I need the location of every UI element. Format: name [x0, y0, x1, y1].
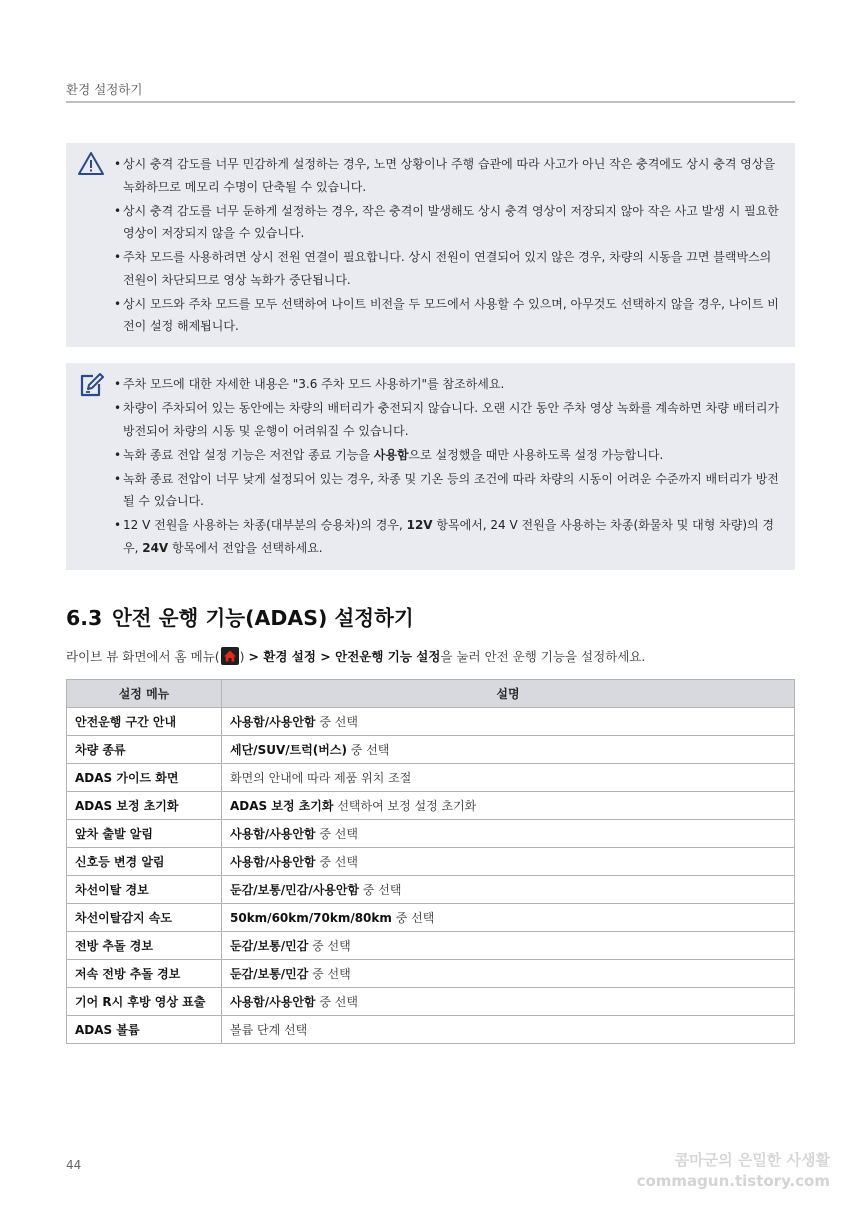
adas-settings-table	[66, 679, 795, 1044]
table-row	[67, 764, 795, 792]
bullet-text: 녹화 종료 전압 설정 기능은 저전압 종료 기능을	[123, 447, 374, 462]
note-list	[114, 373, 781, 559]
intro-menu-path: > 환경 설정 > 안전운행 기능 설정	[248, 649, 441, 664]
bullet-text: 차량이 주차되어 있는 동안에는 차량의 배터리가 충전되지 않습니다. 오랜 시간 동안 주차 영상 녹화를 계속하면 차량 배터리가 방전되어 차량의 시동 및 운행이 어려워질 수 있습니다.	[123, 401, 780, 438]
description-text: 중 선택	[391, 911, 435, 925]
description-text: 중 선택	[359, 883, 402, 897]
bullet-text: 항목에서 전압을 선택하세요.	[168, 540, 323, 555]
option-values: 사용함/사용안함	[230, 855, 316, 869]
bullet-text: 주차 모드에 대한 자세한 내용은 "3.6 주차 모드 사용하기"를 참조하세요.	[123, 377, 505, 391]
note-bullet	[114, 514, 781, 559]
watermark	[637, 1150, 830, 1192]
setting-menu-cell: 차선이탈감지 속도	[67, 904, 222, 932]
note-bullet	[114, 444, 781, 467]
option-values: 둔감/보통/민감	[230, 967, 309, 981]
option-values: 사용함/사용안함	[230, 827, 316, 841]
setting-menu-cell: 앞차 출발 알림	[67, 820, 222, 848]
setting-description-cell	[222, 1016, 795, 1044]
option-values: 세단/SUV/트럭(버스)	[230, 743, 347, 757]
bullet-text: 상시 충격 감도를 너무 민감하게 설정하는 경우, 노면 상황이나 주행 습관에 따라 사고가 아닌 작은 충격에도 상시 충격 영상을 녹화하므로 메모리 수명이 단축될 수 있습니다.	[123, 157, 776, 194]
description-text: 중 선택	[315, 855, 358, 869]
bullet-text: 상시 충격 감도를 너무 둔하게 설정하는 경우, 작은 충격이 발생해도 상시 충격 영상이 저장되지 않아 작은 사고 발생 시 필요한 영상이 저장되지 않을 수 있습니다.	[123, 203, 779, 240]
note-pencil-icon	[77, 371, 105, 403]
setting-menu-cell: 차량 종류	[67, 736, 222, 764]
warning-triangle-icon	[77, 151, 105, 181]
warning-list	[114, 153, 781, 338]
note-box	[66, 363, 795, 570]
section-title: 안전 운행 기능(ADAS) 설정하기	[112, 606, 414, 630]
setting-description-cell	[222, 792, 795, 820]
table-row	[67, 792, 795, 820]
bullet-emphasis: 사용함	[373, 447, 409, 462]
table-row	[67, 736, 795, 764]
description-text: 중 선택	[315, 827, 358, 841]
setting-menu-cell: 안전운행 구간 안내	[67, 708, 222, 736]
setting-description-cell	[222, 708, 795, 736]
setting-menu-cell: 신호등 변경 알림	[67, 848, 222, 876]
bullet-text: 녹화 종료 전압이 너무 낮게 설정되어 있는 경우, 차종 및 기온 등의 조건에 따라 차량의 시동이 어려운 수준까지 배터리가 방전될 수 있습니다.	[123, 471, 779, 508]
warning-bullet	[114, 153, 781, 198]
table-row	[67, 932, 795, 960]
setting-description-cell	[222, 960, 795, 988]
table-row	[67, 708, 795, 736]
table-row	[67, 1016, 795, 1044]
header-divider	[66, 101, 795, 103]
table-row	[67, 848, 795, 876]
setting-description-cell	[222, 904, 795, 932]
description-text: 중 선택	[308, 939, 351, 953]
option-values: 둔감/보통/민감	[230, 939, 309, 953]
watermark-line-1: 콤마군의 은밀한 사생활	[674, 1151, 830, 1169]
bullet-emphasis: 12V	[406, 518, 433, 532]
table-row	[67, 988, 795, 1016]
bullet-text: 주차 모드를 사용하려면 상시 전원 연결이 필요합니다. 상시 전원이 연결되어 있지 않은 경우, 차량의 시동을 끄면 블랙박스의 전원이 차단되므로 영상 녹화가 중단됩니다.	[123, 250, 772, 287]
description-text: 화면의 안내에 따라 제품 위치 조절	[230, 771, 412, 785]
description-text: 중 선택	[308, 967, 351, 981]
table-body	[67, 708, 795, 1044]
option-values: 둔감/보통/민감/사용안함	[230, 883, 360, 897]
note-bullet	[114, 373, 781, 396]
setting-description-cell	[222, 820, 795, 848]
watermark-line-2: commagun.tistory.com	[636, 1172, 830, 1190]
bullet-text: 상시 모드와 주차 모드를 모두 선택하여 나이트 비전을 두 모드에서 사용할 수 있으며, 아무것도 선택하지 않을 경우, 나이트 비전이 설정 해제됩니다.	[123, 296, 779, 333]
bullet-text: 항목에서, 24 V 전원을 사용하는 차종(화물차 및 대형 차량)의 경우,	[123, 518, 775, 555]
option-values: 사용함/사용안함	[230, 995, 316, 1009]
table-header-row	[67, 680, 795, 708]
setting-menu-cell: 기어 R시 후방 영상 표출	[67, 988, 222, 1016]
description-text: 볼륨 단계 선택	[230, 1023, 308, 1037]
setting-menu-cell: ADAS 볼륨	[67, 1016, 222, 1044]
note-bullet	[114, 468, 781, 513]
description-text: 중 선택	[315, 995, 358, 1009]
note-bullet	[114, 397, 781, 442]
setting-menu-cell: 전방 추돌 경보	[67, 932, 222, 960]
setting-description-cell	[222, 848, 795, 876]
section-number: 6.3	[66, 606, 103, 630]
page-number: 44	[66, 1158, 82, 1172]
section-intro	[66, 647, 645, 668]
setting-menu-cell: 저속 전방 추돌 경보	[67, 960, 222, 988]
option-values: 50km/60km/70km/80km	[230, 911, 392, 925]
description-text: 선택하여 보정 설정 초기화	[333, 799, 477, 813]
setting-menu-cell: ADAS 보정 초기화	[67, 792, 222, 820]
setting-description-cell	[222, 764, 795, 792]
option-values: 사용함/사용안함	[230, 715, 316, 729]
table-row	[67, 904, 795, 932]
running-header: 환경 설정하기	[66, 82, 143, 97]
setting-menu-cell: 차선이탈 경보	[67, 876, 222, 904]
setting-description-cell	[222, 932, 795, 960]
home-icon	[221, 647, 239, 668]
bullet-emphasis: 24V	[142, 540, 169, 555]
section-heading	[66, 601, 414, 631]
table-row	[67, 960, 795, 988]
setting-description-cell	[222, 988, 795, 1016]
intro-text-close: )	[239, 649, 249, 664]
intro-text-end: 을 눌러 안전 운행 기능을 설정하세요.	[440, 649, 646, 664]
warning-box	[66, 143, 795, 347]
bullet-text: 으로 설정했을 때만 사용하도록 설정 가능합니다.	[408, 447, 664, 462]
intro-text-start: 라이브 뷰 화면에서 홈 메뉴(	[66, 649, 220, 664]
description-text: 중 선택	[346, 743, 390, 757]
warning-bullet	[114, 246, 781, 291]
warning-bullet	[114, 293, 781, 338]
table-row	[67, 876, 795, 904]
warning-bullet	[114, 200, 781, 245]
setting-description-cell	[222, 736, 795, 764]
option-values: ADAS 보정 초기화	[230, 799, 334, 813]
column-header-description: 설명	[222, 680, 795, 708]
table-row	[67, 820, 795, 848]
setting-menu-cell: ADAS 가이드 화면	[67, 764, 222, 792]
setting-description-cell	[222, 876, 795, 904]
description-text: 중 선택	[315, 715, 358, 729]
column-header-menu: 설정 메뉴	[67, 680, 222, 708]
bullet-text: 12 V 전원을 사용하는 차종(대부분의 승용차)의 경우,	[123, 518, 407, 532]
